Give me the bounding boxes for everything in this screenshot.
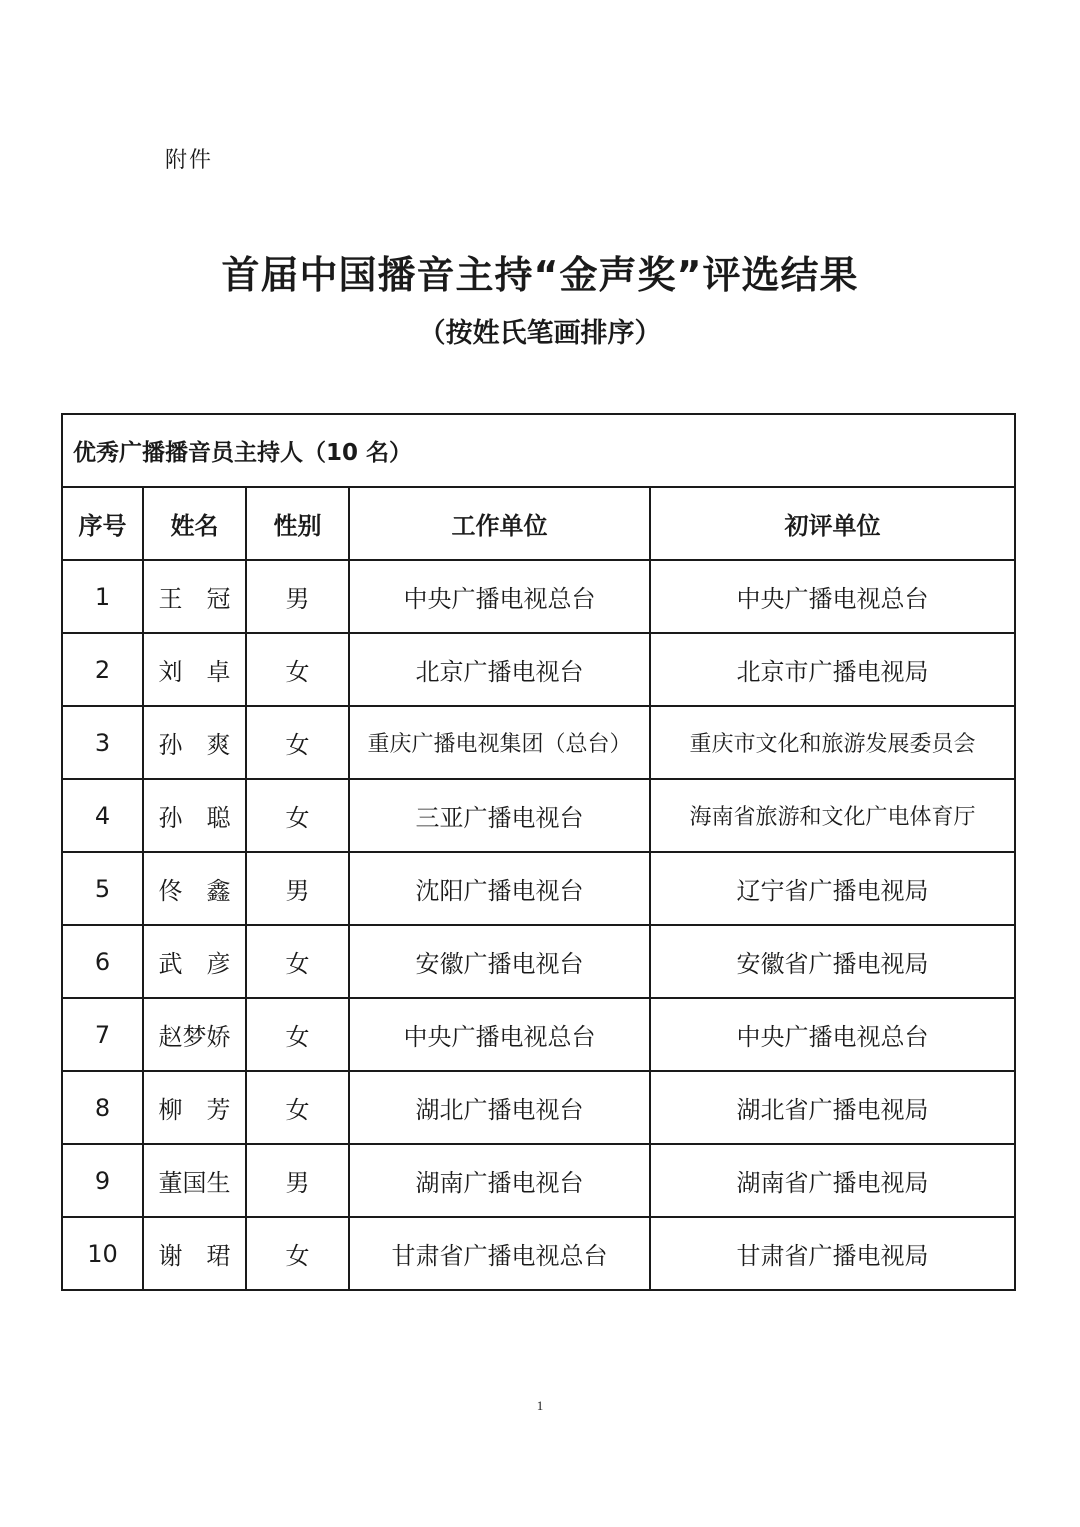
row-work-unit: 甘肃省广播电视总台 [349,1217,650,1290]
row-name: 孙 爽 [143,706,246,779]
row-work-unit: 三亚广播电视台 [349,779,650,852]
results-table [61,413,1016,1291]
row-gender: 女 [246,633,349,706]
section-title: 优秀广播播音员主持人（10 名） [62,414,1015,487]
row-gender: 男 [246,560,349,633]
row-name: 武 彦 [143,925,246,998]
attachment-label: 附件 [165,148,214,173]
header-work-unit: 工作单位 [349,487,650,560]
row-index: 9 [62,1144,143,1217]
row-work-unit: 北京广播电视台 [349,633,650,706]
row-index: 2 [62,633,143,706]
row-index: 8 [62,1071,143,1144]
row-review-unit: 安徽省广播电视局 [650,925,1015,998]
row-review-unit: 中央广播电视总台 [650,560,1015,633]
header-name: 姓名 [143,487,246,560]
row-name: 王 冠 [143,560,246,633]
row-name: 刘 卓 [143,633,246,706]
row-review-unit: 北京市广播电视局 [650,633,1015,706]
table-row [62,706,1015,779]
header-gender: 性别 [246,487,349,560]
row-index: 6 [62,925,143,998]
row-name: 柳 芳 [143,1071,246,1144]
table-row [62,560,1015,633]
row-index: 1 [62,560,143,633]
table-row [62,1144,1015,1217]
row-review-unit: 中央广播电视总台 [650,998,1015,1071]
row-index: 4 [62,779,143,852]
table-row [62,925,1015,998]
row-review-unit: 海南省旅游和文化广电体育厅 [650,779,1015,852]
page-title: 首届中国播音主持“金声奖”评选结果 [221,253,859,297]
header-row [62,487,1015,560]
page-number: 1 [536,1398,544,1413]
row-work-unit: 中央广播电视总台 [349,998,650,1071]
row-index: 10 [62,1217,143,1290]
row-review-unit: 甘肃省广播电视局 [650,1217,1015,1290]
table-row [62,633,1015,706]
header-review-unit: 初评单位 [650,487,1015,560]
row-gender: 女 [246,1071,349,1144]
row-name: 谢 珺 [143,1217,246,1290]
row-review-unit: 湖北省广播电视局 [650,1071,1015,1144]
row-gender: 女 [246,998,349,1071]
row-name: 董国生 [143,1144,246,1217]
row-index: 5 [62,852,143,925]
row-gender: 女 [246,706,349,779]
row-work-unit: 湖北广播电视台 [349,1071,650,1144]
row-review-unit: 湖南省广播电视局 [650,1144,1015,1217]
table-row [62,1071,1015,1144]
row-index: 7 [62,998,143,1071]
row-index: 3 [62,706,143,779]
table-row [62,852,1015,925]
row-name: 赵梦娇 [143,998,246,1071]
row-name: 佟 鑫 [143,852,246,925]
row-review-unit: 重庆市文化和旅游发展委员会 [650,706,1015,779]
row-gender: 男 [246,852,349,925]
row-work-unit: 沈阳广播电视台 [349,852,650,925]
table-row [62,998,1015,1071]
table-row [62,779,1015,852]
row-work-unit: 安徽广播电视台 [349,925,650,998]
row-review-unit: 辽宁省广播电视局 [650,852,1015,925]
row-gender: 女 [246,779,349,852]
row-name: 孙 聪 [143,779,246,852]
table-row [62,1217,1015,1290]
section-row [62,414,1015,487]
row-work-unit: 重庆广播电视集团（总台） [349,706,650,779]
row-gender: 女 [246,1217,349,1290]
page-subtitle: （按姓氏笔画排序） [418,318,662,349]
row-gender: 女 [246,925,349,998]
header-index: 序号 [62,487,143,560]
row-work-unit: 中央广播电视总台 [349,560,650,633]
row-work-unit: 湖南广播电视台 [349,1144,650,1217]
row-gender: 男 [246,1144,349,1217]
